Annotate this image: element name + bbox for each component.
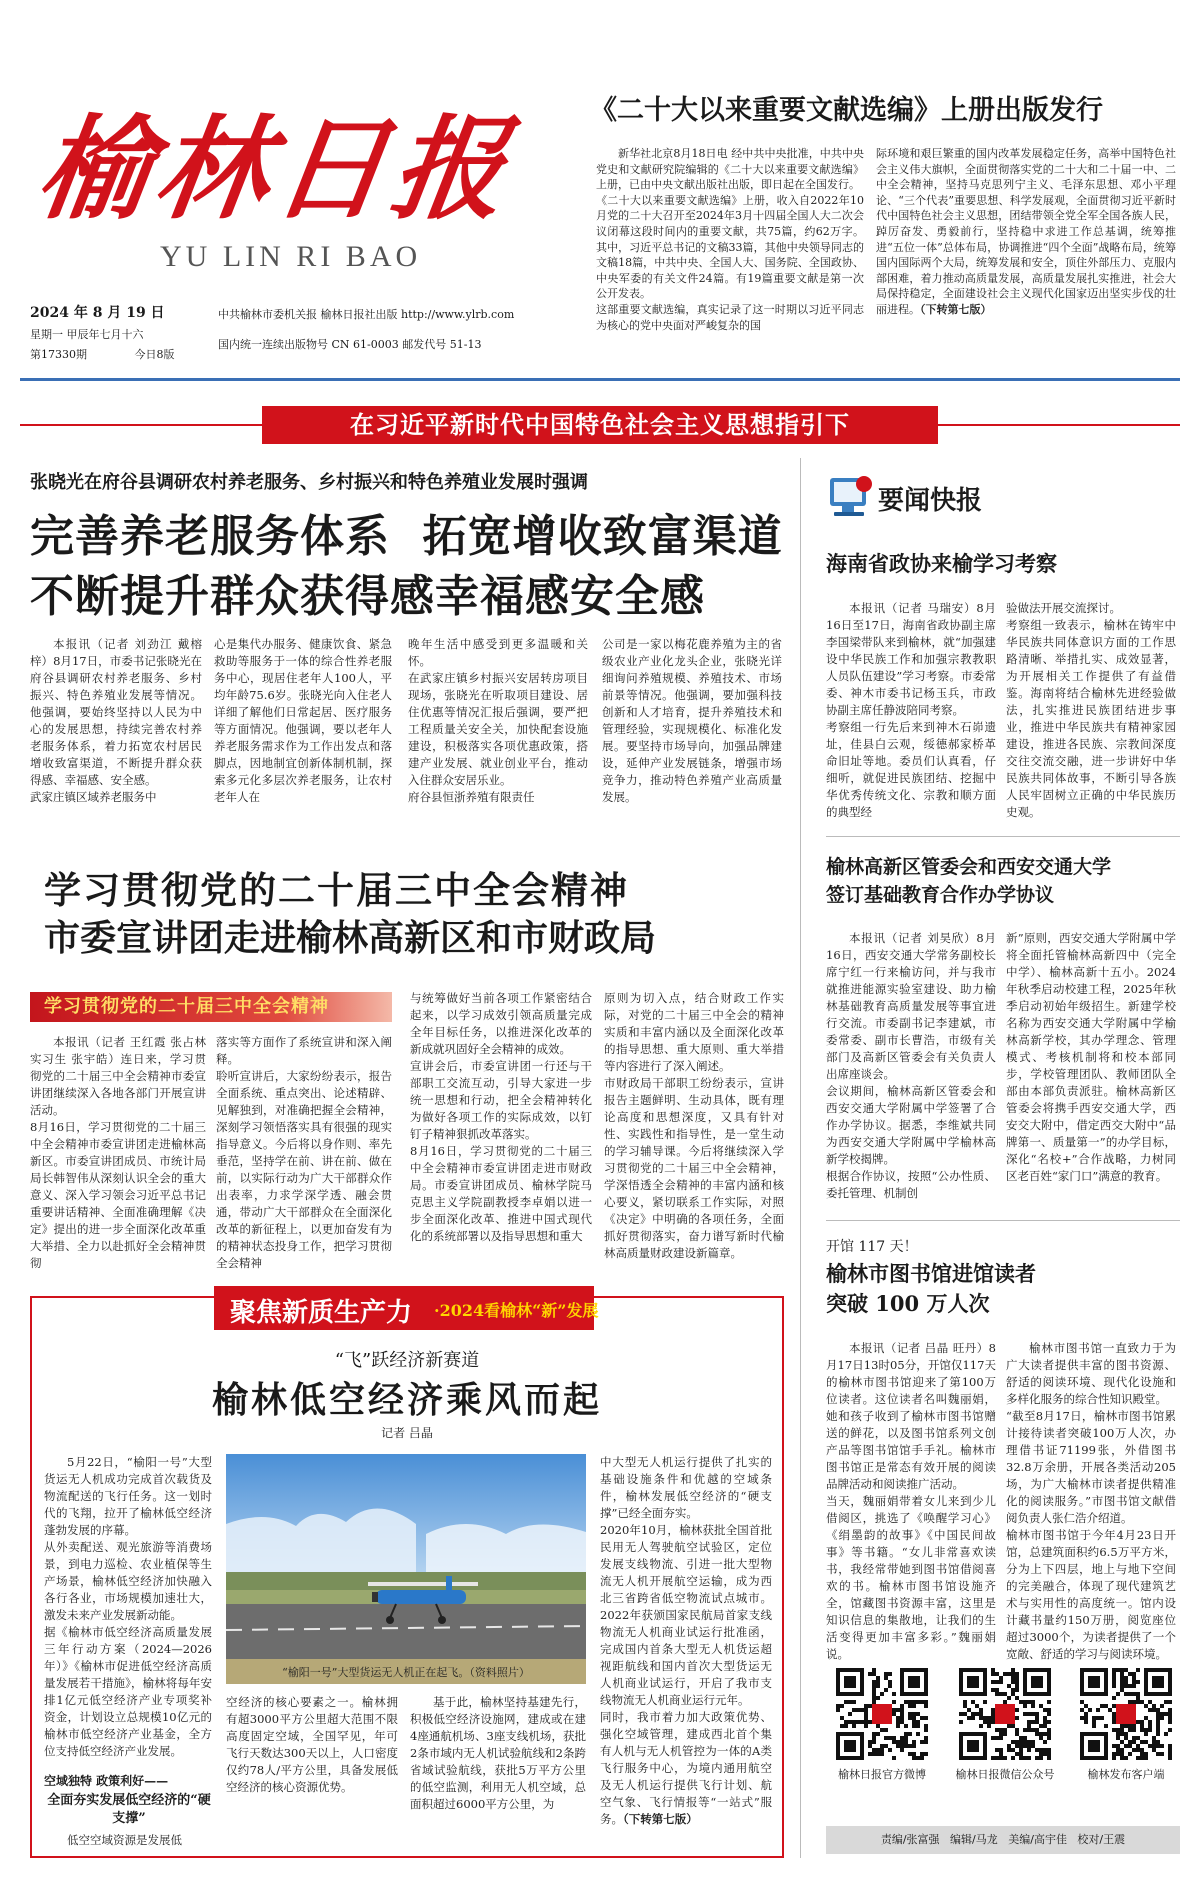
feature-left-tail: 低空空域资源是发展低 [67, 1833, 182, 1847]
sidebar-item3-col1-text: 本报讯（记者 吕晶 旺丹）8月17日13时05分，开馆仅117天的榆林市图书馆迎来了第100万位读者。这位读者名叫魏丽娟，她和孩子收到了榆林市图书馆赠送的鲜花，以及图书馆系列文创产品等图书馆馆手手礼。榆林市图书馆正是常态有效开展的阅读品牌活动和阅读推广活动。 当天，魏丽娟带着女儿来到少儿借阅区，挑选了《唤醒学习心》《绢墨韵的故事》《中国民间故事》等书籍。“女儿非常喜欢读书，我经常带她到图书馆借阅喜欢的书。榆林市图书馆设施齐全，馆藏图书资源丰富，这里是知识信息的集散地，让我们的生活变得更加丰富多彩。”魏丽娟说。 [826, 1341, 996, 1661]
top-story-continued: （下转第七版） [920, 302, 992, 316]
lead-col4 [602, 636, 782, 822]
sidebar-item2-headline-1: 榆林高新区管委会和西安交通大学 [826, 856, 1112, 878]
qr-wechat-label: 榆林日报微信公众号 [955, 1768, 1055, 1781]
serial-line: 国内统一连续出版物号 CN 61-0003 邮发代号 51-13 [218, 338, 482, 351]
feature-banner-main: 聚焦新质生产力 [230, 1298, 413, 1328]
sidebar-divider-1 [826, 836, 1180, 837]
news-flash-header [826, 472, 1026, 522]
drone-photo-illustration [226, 1454, 586, 1684]
sidebar-item1-col1 [826, 600, 996, 818]
feature-subhead: “飞”跃经济新赛道 [334, 1350, 480, 1371]
credits-text: 责编/张富强 编辑/马龙 美编/高宇佳 校对/王震 [880, 1833, 1126, 1846]
feature-under-col2 [410, 1694, 586, 1848]
masthead-logo: 榆林日报 [29, 104, 520, 235]
theme-banner-text: 在习近平新时代中国特色社会主义思想指引下 [350, 410, 850, 439]
sidebar-item1-col2-text: 验做法开展交流探讨。 考察组一致表示，榆林在铸牢中华民族共同体意识方面的工作思路清晰、举措扎实、成效显著，为开展相关工作提供了有益借鉴。海南将结合榆林先进经验做法，扎实推进民族团结进步事业，推进中华民族共有精神家园建设，推进各民族、宗教间深度交往交流交融，进一步讲好中华民族共同体故事，不断引导各族人民牢固树立正确的中华民族历史观。 [1006, 601, 1176, 819]
second-col3-text: 与统筹做好当前各项工作紧密结合起来，以学习成效引领高质量完成全年目标任务，以推进深化改革的新成就巩固好全会精神的成效。 宣讲会后，市委宣讲团一行还与干部职工交流互动，引导大家进一步统一思想和行动，把全会精神转化为做好各项工作的实际成效，以钉钉子精神狠抓改革落实。 8月16日，学习贯彻党的二十届三中全会精神市委宣讲团走进市财政局。市委宣讲团成员、榆林学院马克思主义学院副教授李卓娟以进一步全面深化改革、推进中国式现代化的系统部署以及指导思想和重大 [410, 991, 592, 1243]
qr-app[interactable] [1076, 1668, 1176, 1782]
publisher-block [218, 306, 578, 352]
qr-row [826, 1668, 1180, 1808]
lead-kicker: 张晓光在府谷县调研农村养老服务、乡村振兴和特色养殖业发展时强调 [30, 472, 588, 493]
second-ribbon-text: 学习贯彻党的二十届三中全会精神 [44, 996, 329, 1017]
feature-left-col [44, 1454, 212, 1766]
feature-under-col1-text: 空经济的核心要素之一。榆林拥有超3000平方公里超大范围不限高度固定空域，全国罕见，年可飞行天数达300天以上，人口密度仅约78人/平方公里，具备发展低空经济的核心资源优势。 [226, 1695, 398, 1794]
sidebar-item2-col2-text: 新”原则，西安交通大学附属中学将全面托管榆林高新四中（完全中学）、榆林高新十五小。2024年秋季启动校建工程，2025年秋季启动初始年级招生。新建学校名称为西安交通大学附属中学榆林高新学校，其办学理念、管理模式、考核机制将和校本部同步，学校管理团队、教师团队全部由本部负责派驻。榆林高新区管委会将携手西安交通大学，西安交大附中，借定西交大附中“品牌第一、质量第一”的办学目标，深化“名校+”合作战略，力树同区老百姓“家门口”满意的教育。 [1006, 931, 1176, 1183]
banner-left-line [20, 424, 262, 426]
sidebar-item1-headline: 海南省政协来榆学习考察 [826, 551, 1057, 576]
news-flash-title: 要闻快报 [878, 486, 983, 516]
second-headline-1: 学习贯彻党的二十届三中全会精神 [44, 868, 629, 912]
sidebar-item3-col1 [826, 1340, 996, 1661]
masthead-pinyin: YU LIN RI BAO [160, 240, 422, 273]
feature-continued: （下转第七版） [623, 1812, 698, 1826]
top-story-headline: 《二十大以来重要文献选编》上册出版发行 [590, 95, 1103, 126]
second-col1 [30, 1034, 206, 1270]
sidebar-item3-headline-2: 突破 100 万人次 [826, 1291, 990, 1316]
feature-under-col1 [226, 1694, 398, 1848]
second-col1-text: 本报讯（记者 王红霞 张占林 实习生 张宇皓）连日来，学习贯彻党的二十届三中全会精神市委宣讲团继续深入各地各部门开展宣讲活动。 8月16日，学习贯彻党的二十届三中全会精神市委宣讲团走进榆林高新区。市委宣讲团成员、市统计局局长韩智伟从深刻认识全会的重大意义、深入学习领会习近平总书记重要讲话精神、全面准确理解《决定》提出的进一步全面深化改革重大举措、全力以赴抓好全会精神贯彻 [30, 1035, 206, 1270]
issue-number: 第17330期 [30, 348, 87, 361]
feature-under-col2-text: 基于此，榆林坚持基建先行，积极低空经济设施网，建成或在建4座通航机场、3座支线机场，获批2条市域内无人机试验航线和2条跨省域试验航线，获批5万平方公里的低空监测，利用无人机空域，总面积超过6000平方公里，为 [410, 1695, 586, 1811]
feature-right-body: 中大型无人机运行提供了扎实的基础设施条件和优越的空域条件，榆林发展低空经济的“硬支撑”已经全面夯实。 2020年10月，榆林获批全国首批民用无人驾驶航空试验区，定位发展支线物流、引进一批大型物流无人机开展航空运输，成为西北三省跨省低空物流试点城市。2022年获颁国家民航局首家支线物流无人机商业试运行批准函，完成国内首条大型无人机货运超视距航线和国内首次大型货运无人机商业试运行，开启了我市支线物流无人机商业运行元年。 同时，我市着力加大政策优势、强化空域管理，建成西北首个集有人机与无人机管控为一体的A类飞行服务中心，为境内通用航空及无人机运行提供飞行计划、航空气象、飞行情报等“一站式”服务。 [600, 1455, 772, 1826]
second-ribbon [30, 992, 392, 1022]
top-story-col1 [596, 146, 864, 372]
theme-banner [262, 406, 938, 444]
date-block [30, 302, 220, 362]
qr-code-icon [836, 1668, 928, 1760]
banner-right-line [938, 424, 1180, 426]
sidebar-item1-col2 [1006, 600, 1176, 818]
lead-headline-1: 完善养老服务体系 拓宽增收致富渠道 [30, 511, 783, 562]
sidebar-item3-headline-1: 榆林市图书馆进馆读者 [826, 1261, 1036, 1286]
lead-col3 [408, 636, 588, 822]
lead-headline-2: 不断提升群众获得感幸福感安全感 [30, 571, 705, 622]
sidebar-divider-2 [826, 1220, 1180, 1221]
top-story-col2-body: 际环境和艰巨繁重的国内改革发展稳定任务，高举中国特色社会主义伟大旗帜，全面贯彻落实党的二十大和二十届一中、二中全会精神，坚持马克思列宁主义、毛泽东思想、邓小平理论、“三个代表”重要思想、科学发展观，全面贯彻习近平新时代中国特色社会主义思想，团结带领全党全军全国各族人民，踔厉奋发、勇毅前行，坚持稳中求进工作总基调，统筹推进“五位一体”总体布局，协调推进“四个全面”战略布局，统筹国内国际两个大局，统筹发展和安全，顶住外部压力、克服内部困难，着力推动高质量发展，高质量发展扎实推进，社会大局保持稳定，全面建设社会主义现代化国家迈出坚实步伐的壮丽进程。 [876, 147, 1176, 316]
qr-weibo-label: 榆林日报官方微博 [838, 1768, 926, 1781]
lead-col2 [214, 636, 392, 822]
feature-left-subhead-1: 空域独特 政策利好—— [44, 1774, 169, 1788]
feature-left-text: 5月22日，“榆阳一号”大型货运无人机成功完成首次载货及物流配送的飞行任务。这一划时代的飞翔，拉开了榆林低空经济蓬勃发展的序幕。 从外卖配送、观光旅游等消费场景，到电力巡检、农业植保等生产场景，榆林低空经济加快融入各行各业，市场规模加速壮大，激发未来产业发展新动能。 据《榆林市低空经济高质量发展三年行动方案（2024—2026年）》《榆林市促进低空经济高质量发展若干措施》，榆林将每年安排1亿元低空经济产业专项奖补资金，计划设立总规模10亿元的榆林市低空经济产业基金，全方位支持低空经济产业发展。 [44, 1455, 212, 1758]
feature-right-text [600, 1454, 772, 1828]
sidebar-item2-headline-2: 签订基础教育合作办学协议 [826, 884, 1055, 906]
lead-col3-text: 晚年生活中感受到更多温暖和关怀。 在武家庄镇乡村振兴安居转房项目现场，张晓光在听取项目建设、居住优惠等情况汇报后强调，要严把工程质量关安全关，加快配套设施建设，积极落实各项优惠政策，搭建产业发展、就业创业平台，推动入住群众安居乐业。 府谷县恒浙养殖有限责任 [408, 637, 588, 804]
lead-col4-text: 公司是一家以梅花鹿养殖为主的省级农业产业化龙头企业，张晓光详细询问养殖规模、养殖技术、市场前景等情况。他强调，要加强科技创新和人才培育，提升养殖技术和管理经验，实现规模化、标准化发展。要坚持市场导向，加强品牌建设，延伸产业发展链条，增强市场竞争力，推动特色养殖产业高质量发展。 [602, 637, 782, 804]
feature-photo [226, 1454, 586, 1684]
feature-headline: 榆林低空经济乘风而起 [211, 1379, 602, 1421]
sidebar-item3-col2 [1006, 1340, 1176, 1661]
sidebar-item1-col1-text: 本报讯（记者 马瑞安）8月16日至17日，海南省政协副主席李国梁带队来到榆林，就“加强建设中华民族工作和加强宗教教职人员队伍建设”学习考察。市委常委、神木市委书记杨玉兵，市政协副主席任静波陪同考察。 考察组一行先后来到神木石峁遗址，佳县白云观，绥德郝家桥革命旧址等地。委员们认真看，仔细听，就促进民族团结、挖掘中华优秀传统文化、宗教和顺方面的典型经 [826, 601, 996, 819]
photo-caption: “榆阳一号”大型货运无人机正在起飞。（资料照片） [282, 1666, 530, 1679]
qr-code-icon [959, 1668, 1051, 1760]
second-col2 [216, 1034, 392, 1270]
weekday-line: 星期一 甲辰年七月十六 [30, 328, 144, 341]
second-col4-text: 原则为切入点，结合财政工作实际，对党的二十届三中全会的精神实质和丰富内涵以及全面深化改革的指导思想、重大原则、重大举措等内容进行了深入阐述。 市财政局干部职工纷纷表示，宣讲报告主题鲜明、生动具体，既有理论高度和思想深度，又具有针对性、实践性和指导性，是一堂生动的学习辅导课。今后将继续深入学习贯彻党的二十届三中全会精神，学深悟透全会精神的丰富内涵和核心要义，紧切联系工作实际，对照《决定》中明确的各项任务，全面抓好贯彻落实，奋力谱写新时代榆林高质量财政建设新篇章。 [604, 991, 784, 1260]
news-flash-icon [826, 474, 874, 520]
top-story-col2 [876, 146, 1176, 372]
qr-wechat[interactable] [950, 1668, 1060, 1782]
date-line: 2024 年 8 月 19 日 [30, 305, 165, 321]
second-col4 [604, 990, 784, 1262]
second-col3 [410, 990, 592, 1262]
sidebar-item3-col2-text: 榆林市图书馆一直致力于为广大读者提供丰富的图书资源、舒适的阅读环境、现代化设施和多样化服务的综合性知识殿堂。 “截至8月17日，榆林市图书馆累计接待读者突破100万人次，办理借书证71199张，外借图书32.8万余册，开展各类活动205场，为广大榆林市读者提供精准化的阅读服务。”市图书馆文献借阅负责人张仁浩介绍道。 榆林市图书馆于今年4月23日开馆，总建筑面积约6.5万平方米，分为上下四层，地上与地下空间的完美融合，体现了现代建筑艺术与实用性的高度统一。馆内设计藏书量约150万册，阅览座位超过3000个，为读者提供了一个宽敞、舒适的学习与阅读环境。 [1006, 1341, 1176, 1661]
masthead [20, 60, 580, 310]
feature-left-subhead-2: 全面夯实发展低空经济的“硬支撑” [47, 1793, 211, 1826]
lead-col1-text: 本报讯（记者 刘劲江 戴榕梓）8月17日，市委书记张晓光在府谷县调研农村养老服务、乡村振兴、特色养殖业发展等情况。他强调，要始终坚持以人民为中心的发展思想，持续完善农村养老服务体系，着力拓宽农村居民增收致富渠道，不断提升群众获得感、幸福感、安全感。 武家庄镇区域养老服务中 [30, 637, 202, 804]
qr-weibo[interactable] [832, 1668, 932, 1782]
feature-byline: 记者 吕晶 [381, 1426, 433, 1440]
second-headline-2: 市委宣讲团走进榆林高新区和市财政局 [44, 917, 657, 959]
top-story-col1-text: 新华社北京8月18日电 经中共中央批准，中共中央党史和文献研究院编辑的《二十大以来重要文献选编》上册，已由中央文献出版社出版，即日起在全国发行。 《二十大以来重要文献选编》上册，收入自2022年10月党的二十大召开至2024年3月十四届全国人大二次会议闭幕这段时间内的重要文献，共75篇，约62万字。其中，习近平总书记的文稿33篇，其他中央领导同志的文稿18篇，中共中央、全国人大、国务院、全国政协、中央军委的有关文件24篇。有19篇重要文献是第一次公开发表。 这部重要文献选编，真实记录了这一时期以习近平同志为核心的党中央面对严峻复杂的国 [596, 147, 864, 332]
page-count: 今日8版 [134, 348, 175, 361]
credits-bar [826, 1826, 1180, 1854]
sidebar-item2-col2 [1006, 930, 1176, 1202]
qr-app-label: 榆林发布客户端 [1087, 1768, 1165, 1781]
column-divider [800, 458, 801, 1858]
qr-code-icon [1080, 1668, 1172, 1760]
feature-banner-sub: ·2024看榆林“新”发展 [434, 1301, 599, 1320]
feature-right-col [600, 1454, 772, 1848]
top-story-col2-text [876, 146, 1176, 318]
masthead-divider [20, 378, 1180, 381]
sidebar-item2-col1-text: 本报讯（记者 刘昊欣）8月16日，西安交通大学常务副校长席宁红一行来榆访问，并与我市就推进能源实验室建设、助力榆林基础教育高质量发展等事宜进行交流。市委副书记李建斌，市委常委、副市长曹浩，市级有关部门及高新区管委会有关负责人出席座谈会。 会议期间，榆林高新区管委会和西安交通大学附属中学签署了合作办学协议。据悉，李维斌共同为西安交通大学附属中学榆林高新学校揭牌。 根据合作协议，按照“公办性质、委托管理、机制创 [826, 931, 996, 1200]
sidebar-item3-kicker: 开馆 117 天！ [826, 1239, 918, 1255]
lead-col1 [30, 636, 202, 822]
sidebar-item2-col1 [826, 930, 996, 1202]
lead-col2-text: 心是集代办服务、健康饮食、紧急救助等服务于一体的综合性养老服务中心，现居住老年人100人，平均年龄75.6岁。张晓光向入住老人详细了解他们日常起居、医疗服务等方面情况。他强调，要以老年人养老服务需求作为工作出发点和落脚点，因地制宜创新体制机制，探索多元化多层次养老服务，让农村老年人在 [214, 637, 392, 804]
second-col2-text: 落实等方面作了系统宣讲和深入阐释。 聆听宣讲后，大家纷纷表示，报告全面系统、重点突出、论述精辟、见解独到，对准确把握全会精神，深刻学习领悟落实具有很强的现实指导意义。今后将以身作则、率先垂范，坚持学在前、讲在前、做在前，以实际行动为广大干部群众作出表率，力求学深学透、融会贯通，带动广大干部群众在全面深化改革的新征程上，以更加奋发有为的精神状态投身工作，把学习贯彻全会精神 [216, 1035, 392, 1270]
feature-banner [214, 1286, 599, 1330]
publisher-line: 中共榆林市委机关报 榆林日报社出版 http://www.ylrb.com [218, 308, 515, 321]
